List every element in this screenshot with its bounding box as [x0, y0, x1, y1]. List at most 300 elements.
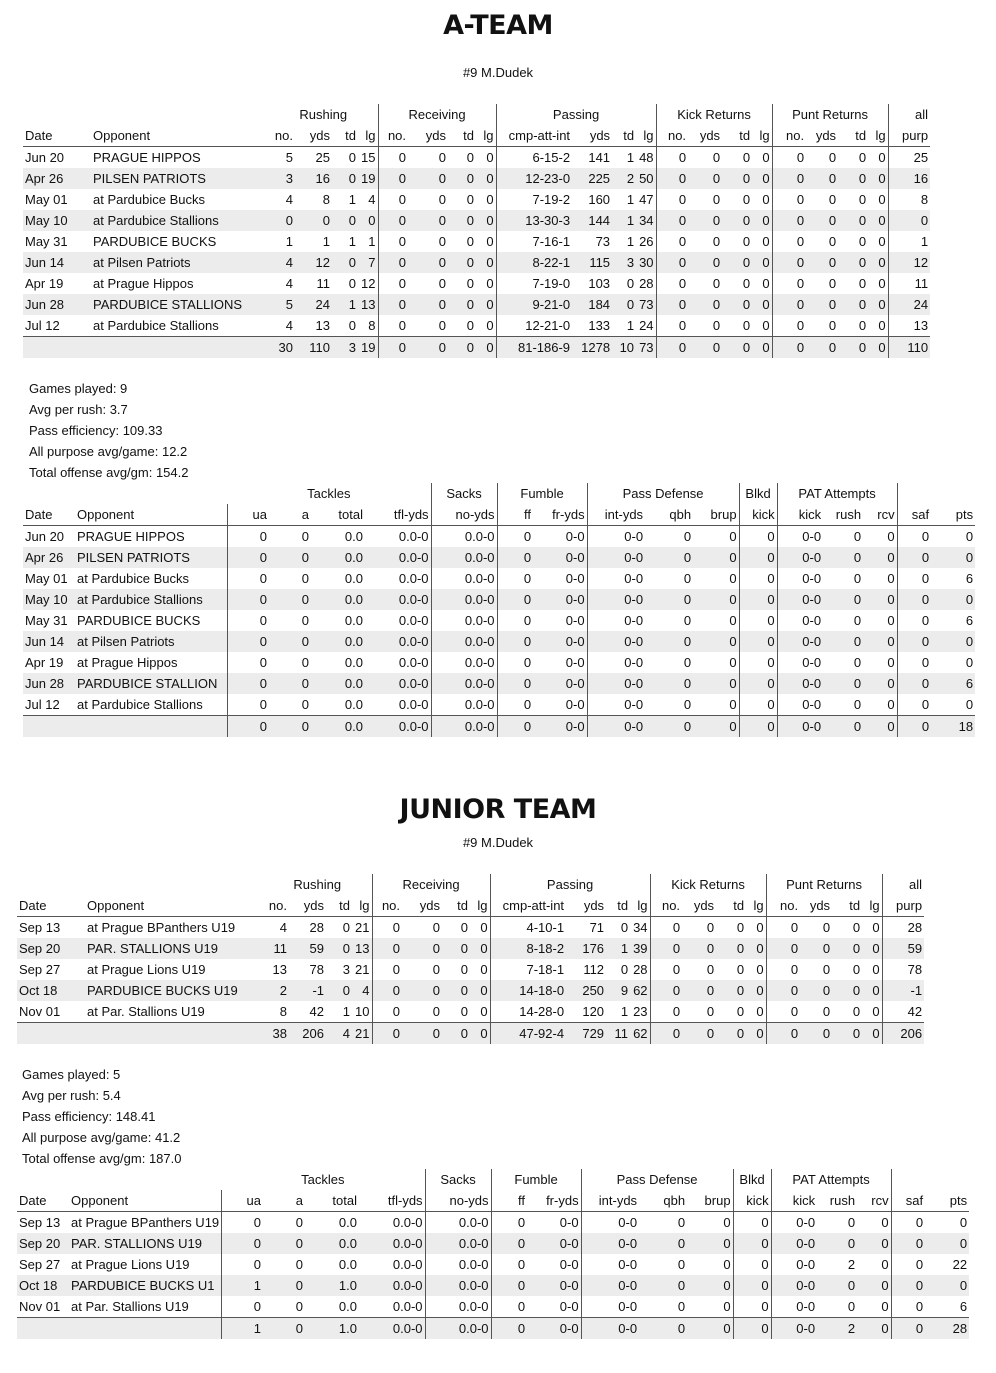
table-cell: 0: [253, 1257, 261, 1272]
table-cell: 0: [806, 252, 838, 273]
group-header: all: [909, 877, 923, 892]
table-cell: 1: [221, 1275, 263, 1296]
table-cell: 0: [678, 150, 687, 165]
total-cell: 0: [227, 716, 269, 738]
table-cell: 0: [858, 234, 867, 249]
total-cell: 0: [688, 337, 722, 359]
total-cell: 2: [817, 1318, 857, 1340]
table-cell: 0: [269, 631, 311, 652]
table-cell: 0: [402, 980, 442, 1001]
table-cell: 0-0: [533, 694, 587, 716]
table-cell: 0: [626, 276, 635, 291]
table-cell: 0: [868, 252, 888, 273]
table-cell: 34: [636, 210, 656, 231]
table-cell: 0-0: [777, 673, 823, 694]
column-header: ff: [497, 504, 533, 526]
table-cell: 0: [863, 568, 897, 589]
table-cell: 0: [466, 276, 475, 291]
table-cell: 0.0: [338, 1215, 357, 1230]
table-cell: 0: [766, 938, 800, 959]
table-cell: 0: [693, 610, 739, 631]
group-header: PAT Attempts: [777, 483, 897, 504]
table-cell: 0.0-0: [365, 589, 431, 610]
table-row: [23, 273, 930, 294]
total-cell: 3: [332, 337, 358, 359]
table-cell: 4-10-1: [526, 920, 565, 935]
table-cell: 0: [739, 694, 777, 716]
table-cell: 0: [739, 652, 777, 673]
table-cell: 0: [408, 210, 448, 231]
total-cell: [69, 1318, 221, 1340]
table-cell: 0: [448, 210, 476, 231]
table-cell: 0: [523, 529, 532, 544]
table-cell: at Prague Hippos: [93, 276, 194, 291]
total-cell: [23, 716, 75, 738]
total-cell: 0-0: [777, 716, 823, 738]
table-cell: 0: [358, 210, 378, 231]
table-cell: 0: [398, 150, 407, 165]
totals-row: [23, 716, 975, 738]
table-cell: 0.0: [344, 613, 363, 628]
table-cell: 0: [772, 168, 806, 189]
table-cell: 0-0: [533, 547, 587, 568]
table-cell: 42: [907, 1004, 923, 1019]
table-cell: 0: [823, 673, 863, 694]
column-header: no.: [766, 895, 800, 917]
total-cell: 19: [358, 337, 378, 359]
table-cell: 0: [857, 1254, 891, 1275]
table-cell: 0: [766, 980, 800, 1001]
table-cell: 0: [847, 1215, 856, 1230]
table-cell: 0: [466, 192, 475, 207]
column-header: td: [832, 895, 862, 917]
group-header: PAT Attempts: [771, 1169, 891, 1190]
table-cell: 0: [857, 1233, 891, 1254]
total-cell: 0: [476, 337, 496, 359]
table-cell: 0: [378, 210, 408, 231]
table-cell: 12: [888, 252, 930, 273]
table-cell: 0.0: [338, 1299, 357, 1314]
table-cell: 3: [612, 252, 636, 273]
table-cell: 0: [476, 315, 496, 337]
table-cell: 0: [645, 673, 693, 694]
table-cell: 0: [739, 610, 777, 631]
a-team-player: #9 M.Dudek: [462, 65, 534, 80]
table-cell: PILSEN PATRIOTS: [75, 547, 227, 568]
table-cell: 0: [497, 631, 533, 652]
total-cell: [85, 1023, 263, 1045]
table-cell: 0-0: [587, 547, 645, 568]
table-cell: 0: [398, 276, 407, 291]
table-cell: 0: [639, 1275, 687, 1296]
table-row: [17, 1296, 969, 1318]
table-cell: 0: [736, 962, 745, 977]
table-cell: 0: [227, 631, 269, 652]
total-cell: 0-0: [771, 1318, 817, 1340]
table-cell: 0: [517, 1215, 526, 1230]
summary-line: Total offense avg/gm: 154.2: [29, 465, 189, 480]
table-cell: 11: [263, 938, 289, 959]
table-cell: 0: [832, 980, 862, 1001]
table-cell: 0: [476, 294, 496, 315]
column-header: total: [305, 1190, 359, 1212]
table-cell: 34: [630, 917, 650, 939]
table-cell: 0: [752, 294, 772, 315]
table-cell: 0: [466, 234, 475, 249]
table-cell: 1: [626, 192, 635, 207]
table-cell: 0: [253, 1299, 261, 1314]
table-cell: 0: [838, 252, 868, 273]
table-cell: 0: [822, 962, 831, 977]
table-cell: 0-0: [777, 589, 823, 610]
table-cell: 24: [888, 294, 930, 315]
table-cell: 0: [858, 192, 867, 207]
table-cell: 0: [259, 529, 267, 544]
table-cell: 0: [838, 294, 868, 315]
group-header: Receiving: [372, 874, 490, 895]
total-cell: 1278: [572, 337, 612, 359]
table-cell: 0: [460, 1004, 469, 1019]
table-cell: 4: [285, 276, 293, 291]
table-cell: Jun 20: [25, 529, 65, 544]
table-cell: 0: [862, 959, 882, 980]
table-cell: 47: [636, 189, 656, 210]
group-header: Passing: [490, 874, 650, 895]
table-cell: Sep 27: [19, 1257, 61, 1272]
column-header: lg: [358, 125, 378, 147]
table-cell: 0: [678, 234, 687, 249]
column-header: td: [448, 125, 476, 147]
totals-row: [23, 337, 930, 359]
table-cell: 14-28-0: [519, 1004, 565, 1019]
table-cell: 0: [332, 168, 358, 189]
table-cell: 0.0-0: [359, 1212, 425, 1234]
column-header: kick: [739, 504, 777, 526]
table-cell: 0: [863, 547, 897, 568]
table-cell: 0: [650, 980, 682, 1001]
column-header: cmp-att-int: [490, 895, 566, 917]
column-header: cmp-att-int: [496, 125, 572, 147]
table-cell: at Pardubice Stallions: [75, 694, 227, 716]
column-header: fr-yds: [527, 1190, 581, 1212]
table-cell: 0: [863, 631, 897, 652]
column-header: saf: [891, 1190, 925, 1212]
column-header: no.: [263, 895, 289, 917]
table-cell: 0: [348, 150, 356, 165]
table-cell: at Par. Stallions U19: [87, 1004, 205, 1019]
column-header: lg: [746, 895, 766, 917]
table-cell: 0: [269, 589, 311, 610]
table-cell: 0: [716, 980, 746, 1001]
table-row: [23, 210, 930, 231]
table-cell: 0.0-0: [359, 1296, 425, 1318]
total-cell: 0: [862, 1023, 882, 1045]
table-row: [17, 917, 924, 939]
table-cell: 7-19-0: [532, 276, 571, 291]
table-cell: 0: [817, 1275, 857, 1296]
table-cell: 4: [279, 920, 287, 935]
table-row: [17, 938, 924, 959]
table-cell: 0-0: [527, 1254, 581, 1275]
column-header: rush: [817, 1190, 857, 1212]
table-cell: 0-0: [802, 529, 822, 544]
table-cell: 0: [739, 526, 777, 548]
table-cell: 10: [352, 1001, 372, 1023]
column-header: yds: [402, 895, 442, 917]
table-cell: 0: [897, 589, 931, 610]
table-cell: -1: [882, 980, 924, 1001]
table-cell: 0: [656, 168, 688, 189]
table-cell: 0: [746, 917, 766, 939]
table-cell: 0: [398, 318, 407, 333]
column-header: lg: [636, 125, 656, 147]
table-cell: at Par. Stallions U19: [69, 1296, 221, 1318]
table-cell: 0: [683, 571, 692, 586]
table-row: [17, 1254, 969, 1275]
total-cell: 0: [772, 337, 806, 359]
table-cell: 0: [470, 1001, 490, 1023]
total-cell: 0-0: [533, 716, 587, 738]
group-header: Blkd: [739, 483, 777, 504]
table-cell: 14-18-0: [490, 980, 566, 1001]
table-cell: 0: [706, 1004, 715, 1019]
table-cell: 0: [301, 697, 309, 712]
a-team-title: A-TEAM: [443, 10, 553, 41]
table-cell: 0: [742, 234, 751, 249]
table-cell: 0: [733, 1296, 771, 1318]
table-cell: 0: [863, 526, 897, 548]
table-cell: 0: [739, 673, 777, 694]
total-cell: [75, 716, 227, 738]
table-cell: 0: [858, 150, 867, 165]
column-header: rcv: [857, 1190, 891, 1212]
total-cell: 0: [716, 1023, 746, 1045]
table-cell: 0: [497, 589, 533, 610]
table-cell: May 10: [23, 210, 91, 231]
column-header: lg: [752, 125, 772, 147]
table-cell: 78: [907, 962, 923, 977]
column-header: purp: [888, 125, 930, 147]
total-cell: 0.0: [311, 716, 365, 738]
table-cell: 0: [868, 315, 888, 337]
table-cell: 0: [269, 673, 311, 694]
table-cell: 0: [806, 294, 838, 315]
table-row: [23, 610, 975, 631]
table-cell: 0: [517, 1257, 526, 1272]
table-cell: 0: [857, 1296, 891, 1318]
table-cell: 5: [285, 150, 293, 165]
table-cell: 0: [746, 959, 766, 980]
table-cell: 25: [913, 150, 929, 165]
group-header: Kick Returns: [650, 874, 766, 895]
table-cell: 0: [921, 655, 930, 670]
table-cell: 0.0-0: [359, 1233, 425, 1254]
table-cell: 225: [572, 168, 612, 189]
total-cell: 110: [888, 337, 930, 359]
table-cell: 0: [722, 294, 752, 315]
table-cell: 0.0-0: [431, 547, 497, 568]
table-cell: 0: [693, 631, 739, 652]
table-cell: 0: [497, 547, 533, 568]
column-header: td: [606, 895, 630, 917]
table-cell: 1.0: [305, 1275, 359, 1296]
column-header: Date: [17, 895, 85, 917]
column-header: purp: [882, 895, 924, 917]
column-header: Date: [17, 1190, 69, 1212]
total-cell: 10: [612, 337, 636, 359]
table-cell: 0: [863, 652, 897, 673]
table-cell: 0: [348, 318, 356, 333]
table-cell: PRAGUE HIPPOS: [93, 150, 201, 165]
table-cell: Apr 19: [25, 655, 64, 670]
total-cell: [17, 1318, 69, 1340]
table-cell: 0: [853, 697, 862, 712]
table-cell: 0: [650, 938, 682, 959]
table-cell: 8-18-2: [490, 938, 566, 959]
table-cell: 1: [920, 234, 929, 249]
total-cell: 0: [497, 716, 533, 738]
table-cell: -1: [289, 980, 326, 1001]
junior-team-summary: [22, 1064, 181, 1169]
table-cell: 0: [790, 962, 799, 977]
table-cell: 0: [672, 1004, 681, 1019]
column-header: no.: [269, 125, 295, 147]
column-header: rcv: [863, 504, 897, 526]
table-cell: 0: [491, 1233, 527, 1254]
table-cell: 0: [438, 192, 447, 207]
table-cell: 0: [678, 276, 687, 291]
group-header: Punt Returns: [766, 874, 882, 895]
table-cell: 0-0: [527, 1275, 581, 1296]
table-row: [23, 294, 930, 315]
column-header: saf: [897, 504, 931, 526]
table-cell: 0: [891, 1233, 925, 1254]
total-cell: 0: [682, 1023, 716, 1045]
table-cell: 0: [476, 273, 496, 294]
table-cell: 0: [852, 920, 861, 935]
table-row: [23, 147, 930, 169]
table-cell: 0: [752, 147, 772, 169]
table-cell: 0: [448, 294, 476, 315]
table-cell: 0: [915, 1257, 924, 1272]
table-cell: 0: [862, 1001, 882, 1023]
table-cell: 59: [882, 938, 924, 959]
table-cell: 0: [915, 1299, 924, 1314]
table-cell: 28: [907, 920, 923, 935]
table-cell: 0: [716, 938, 746, 959]
table-cell: 0: [863, 673, 897, 694]
table-cell: 1: [348, 234, 356, 249]
column-header: lg: [476, 125, 496, 147]
table-cell: 0: [677, 1299, 686, 1314]
table-cell: 103: [588, 276, 611, 291]
table-cell: at Pardubice Stallions: [93, 318, 219, 333]
column-header: td: [332, 125, 358, 147]
table-cell: 0: [931, 589, 975, 610]
total-cell: 0: [687, 1318, 733, 1340]
table-cell: 0: [693, 694, 739, 716]
column-header: no.: [650, 895, 682, 917]
table-cell: 0: [752, 252, 772, 273]
total-cell: 0: [722, 337, 752, 359]
table-cell: 0: [645, 547, 693, 568]
table-cell: 0: [342, 920, 350, 935]
table-cell: 0: [301, 655, 309, 670]
table-cell: 0-0: [533, 589, 587, 610]
table-cell: 0: [693, 673, 739, 694]
table-cell: at Pilsen Patriots: [75, 631, 227, 652]
table-cell: 0: [470, 938, 490, 959]
table-cell: 71: [589, 920, 605, 935]
table-cell: PARDUBICE BUCKS U19: [85, 980, 263, 1001]
table-cell: 0: [897, 631, 931, 652]
table-cell: 0-0: [618, 1215, 638, 1230]
total-cell: 0: [800, 1023, 832, 1045]
table-cell: 0: [688, 294, 722, 315]
table-cell: at Pardubice Stallions: [91, 210, 269, 231]
table-cell: 0: [796, 150, 805, 165]
column-header: no-yds: [431, 504, 497, 526]
table-cell: 13: [352, 938, 372, 959]
table-cell: 0.0-0: [425, 1212, 491, 1234]
table-cell: 12: [358, 273, 378, 294]
table-cell: 0: [438, 318, 447, 333]
table-cell: 0: [722, 168, 752, 189]
table-cell: 0.0-0: [425, 1254, 491, 1275]
table-cell: 0: [476, 168, 496, 189]
table-cell: 0: [733, 1233, 771, 1254]
column-header: lg: [470, 895, 490, 917]
table-cell: 0-0: [581, 1233, 639, 1254]
table-cell: 1: [626, 318, 635, 333]
table-cell: PARDUBICE BUCKS: [75, 610, 227, 631]
column-header: brup: [693, 504, 739, 526]
table-cell: 8: [920, 192, 929, 207]
stats-table: [23, 483, 975, 737]
table-cell: 0: [687, 1275, 733, 1296]
total-cell: 110: [295, 337, 332, 359]
table-cell: Jun 14: [23, 252, 91, 273]
table-cell: 0: [921, 613, 930, 628]
group-header-spacer: [23, 104, 269, 125]
table-cell: 0: [806, 168, 838, 189]
table-cell: 0: [806, 210, 838, 231]
table-cell: 0: [408, 168, 448, 189]
table-cell: 0-0: [587, 673, 645, 694]
table-cell: 0: [523, 613, 532, 628]
table-cell: 4: [285, 192, 293, 207]
table-cell: PILSEN PATRIOTS: [91, 168, 269, 189]
table-cell: 0: [739, 589, 777, 610]
table-cell: 0.0-0: [365, 568, 431, 589]
table-cell: 0: [476, 252, 496, 273]
table-cell: 0: [438, 276, 447, 291]
table-cell: 0: [372, 938, 402, 959]
table-cell: 0.0: [305, 1233, 359, 1254]
group-header: Kick Returns: [656, 104, 772, 125]
column-header: no-yds: [425, 1190, 491, 1212]
table-cell: 0: [752, 210, 772, 231]
table-cell: 0.0-0: [425, 1233, 491, 1254]
column-header: yds: [566, 895, 606, 917]
column-header: a: [269, 504, 311, 526]
table-cell: May 01: [25, 571, 68, 586]
total-cell: 0: [491, 1318, 527, 1340]
table-cell: 8-22-1: [496, 252, 572, 273]
column-header: td: [442, 895, 470, 917]
summary-line: All purpose avg/game: 12.2: [29, 444, 188, 459]
table-cell: 0-0: [624, 613, 644, 628]
